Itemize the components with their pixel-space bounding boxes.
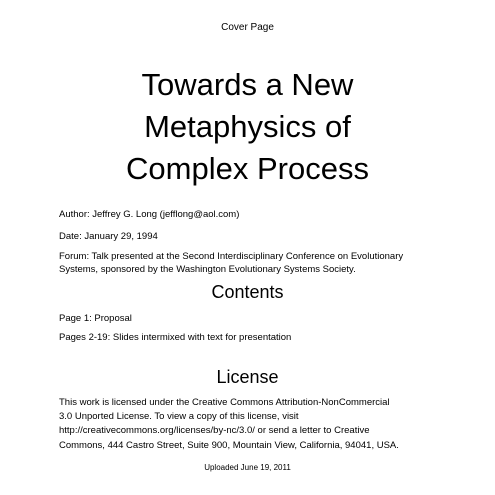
title-line-2: Metaphysics of [144,109,351,144]
date-line: Date: January 29, 1994 [59,231,158,242]
upload-date-footer: Uploaded June 19, 2011 [204,463,291,472]
license-line-1: This work is licensed under the Creative Commons Attribution-NonCommercial [59,397,390,408]
title-line-1: Towards a New [141,67,354,102]
license-heading: License [216,367,279,387]
author-line: Author: Jeffrey G. Long (jefflong@aol.com) [59,209,240,220]
forum-line-1: Forum: Talk presented at the Second Interdisciplinary Conference on Evolutionary [59,251,404,262]
license-line-3: http://creativecommons.org/licenses/by-nc/3.0/ or send a letter to Creative [59,425,370,437]
license-line-4: Commons, 444 Castro Street, Suite 900, Mountain View, California, 94041, USA. [59,439,399,451]
contents-item: Pages 2-19: Slides intermixed with text for presentation [59,332,292,343]
contents-item: Page 1: Proposal [59,313,132,324]
license-text [59,396,449,453]
forum-text [59,250,449,276]
contents-heading: Contents [211,282,284,302]
cover-page-label: Cover Page [221,22,274,33]
forum-line-2: Systems, sponsored by the Washington Evolutionary Systems Society. [59,264,356,275]
license-line-2: 3.0 Unported License. To view a copy of this license, visit [59,411,299,423]
document-title [0,64,495,190]
title-line-3: Complex Process [126,151,369,186]
